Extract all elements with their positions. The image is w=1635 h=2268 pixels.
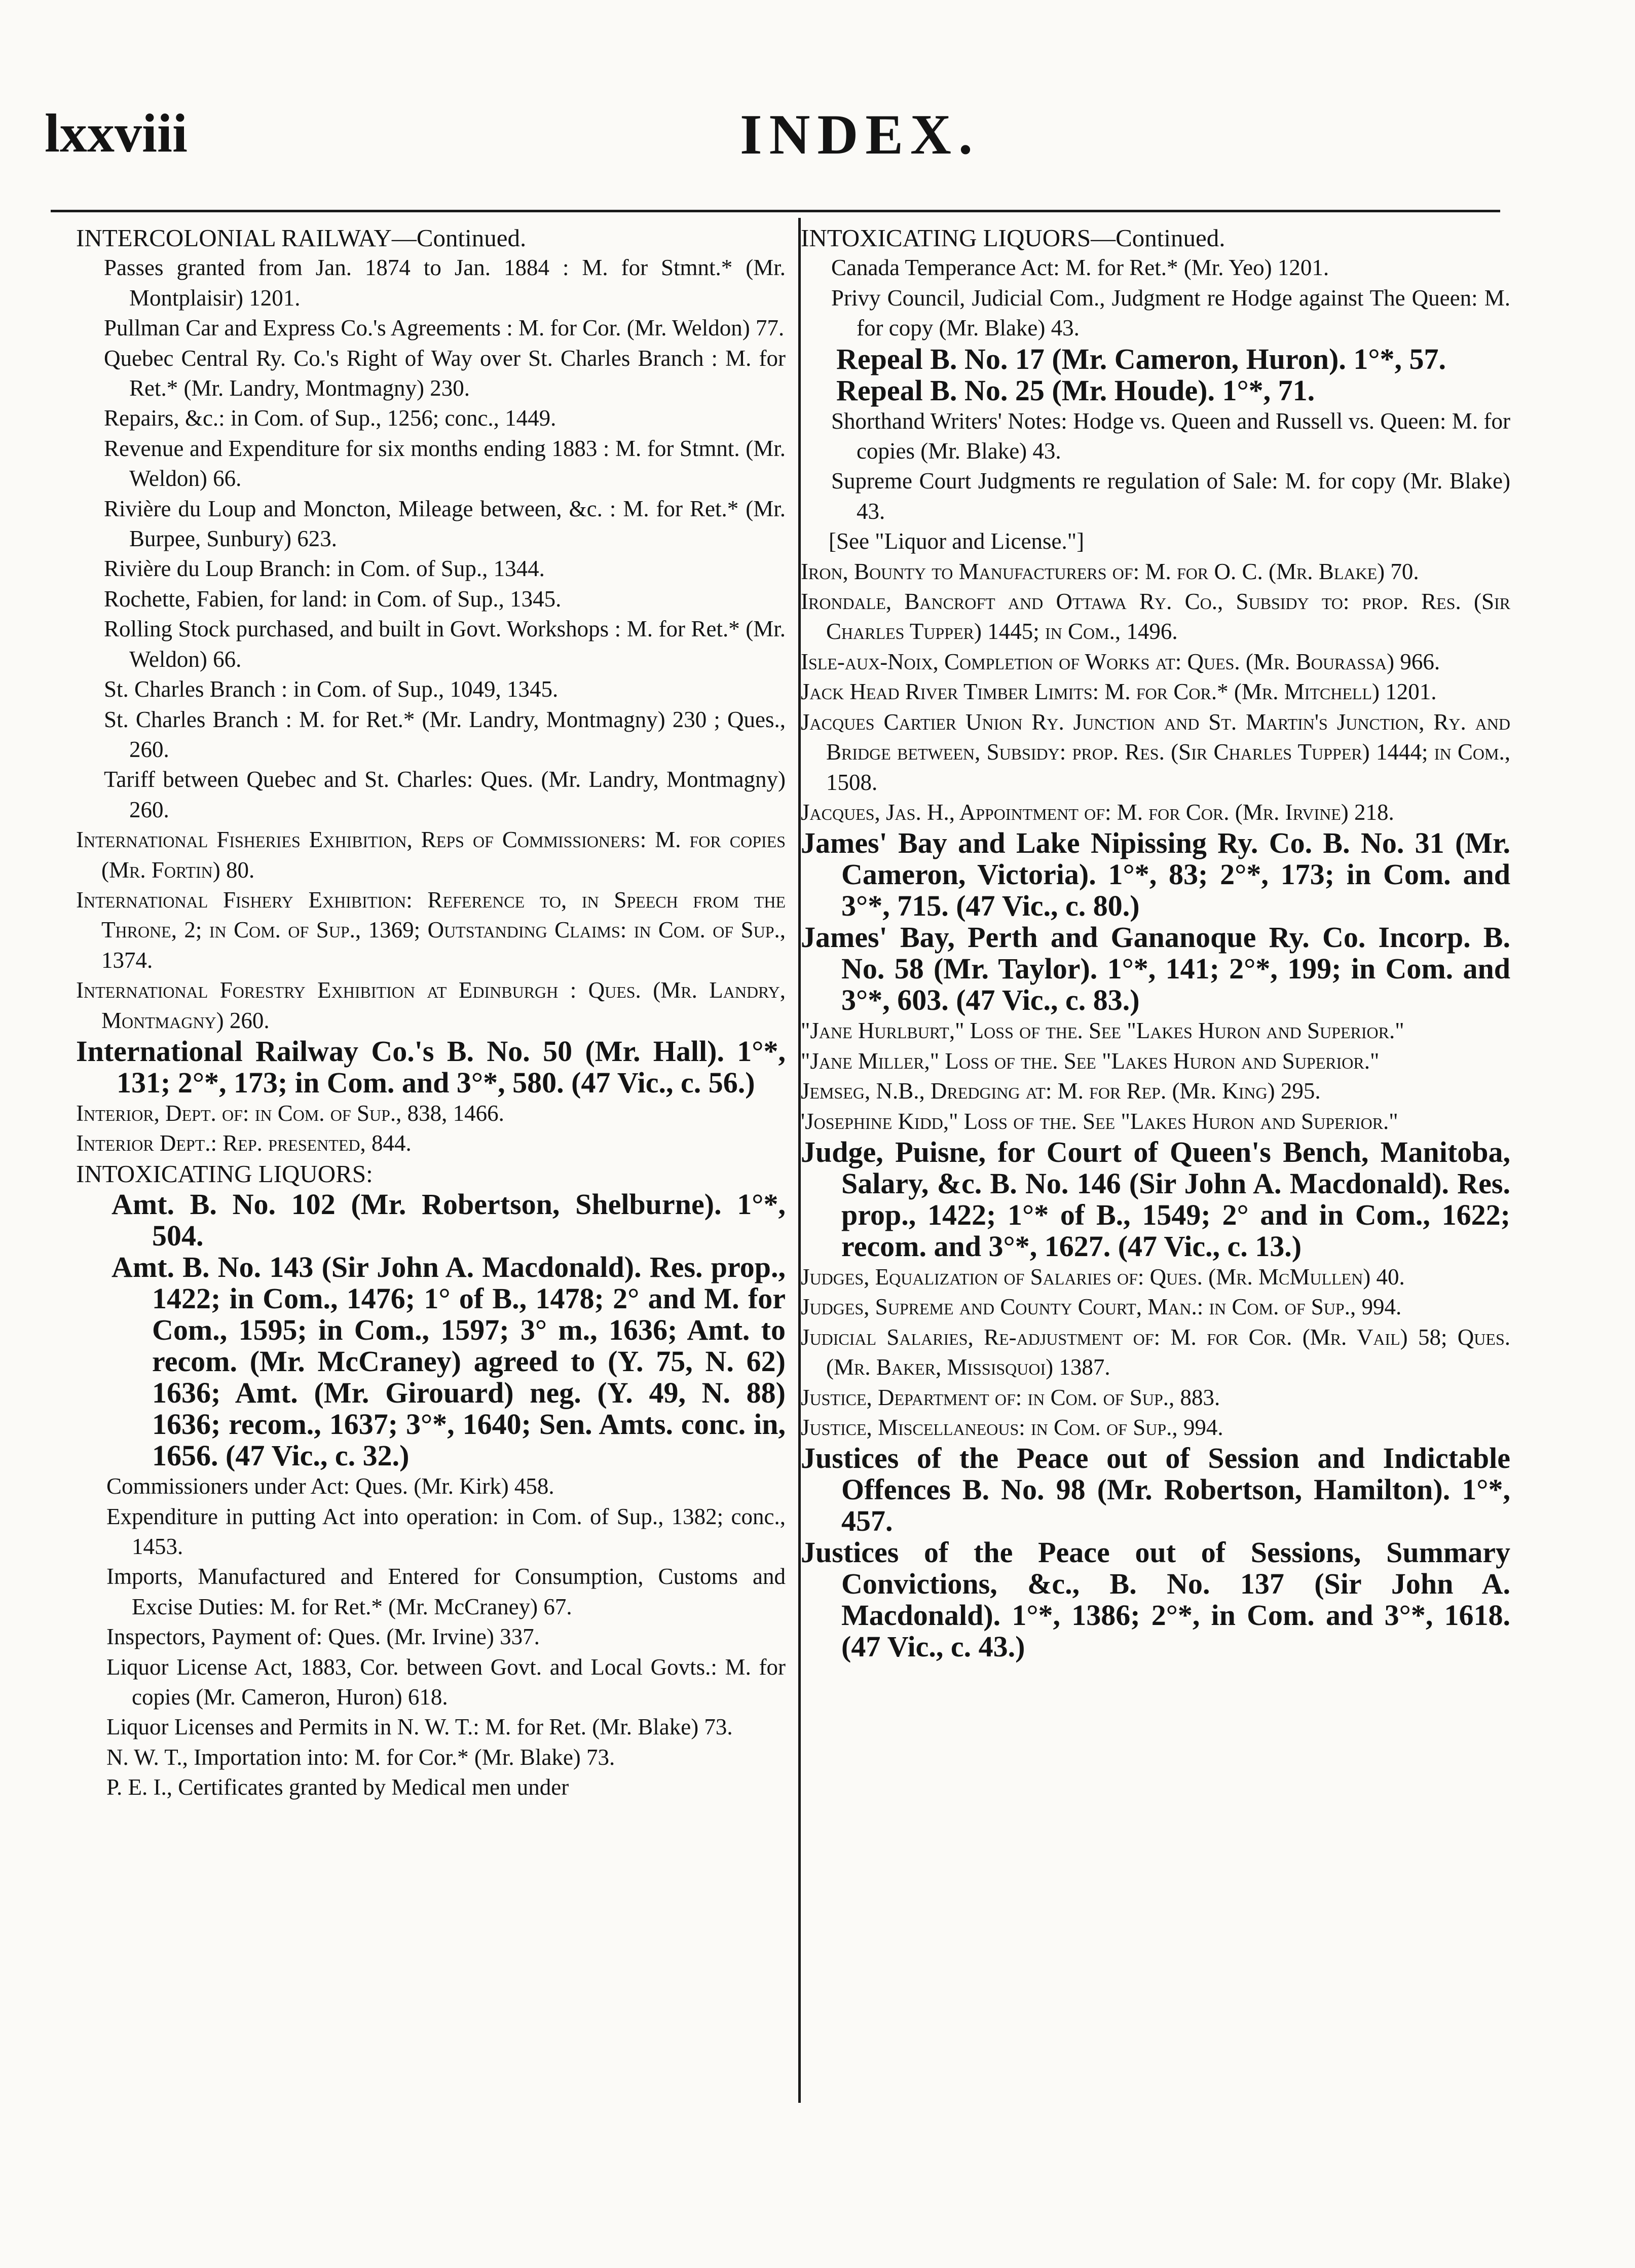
index-entry: James' Bay and Lake Nipissing Ry. Co. B. No. 31 (Mr. Cameron, Victoria). 1°*, 83; 2°*, 173; in Com. and 3°*, 715. (47 Vic., c. 80.): [801, 826, 1510, 923]
index-entry: Iron, Bounty to Manufacturers of: M. for O. C. (Mr. Blake) 70.: [801, 558, 1419, 584]
index-entry: Rochette, Fabien, for land: in Com. of Sup., 1345.: [104, 586, 562, 612]
index-entry: International Forestry Exhibition at Edinburgh : Ques. (Mr. Landry, Montmagny) 260.: [76, 977, 786, 1033]
index-entry: N. W. T., Importation into: M. for Cor.* (Mr. Blake) 73.: [106, 1744, 615, 1770]
index-entry: Privy Council, Judicial Com., Judgment re Hodge against The Queen: M. for copy (Mr. Blake) 43.: [831, 285, 1510, 341]
index-entry: Judicial Salaries, Re-adjustment of: M. for Cor. (Mr. Vail) 58; Ques. (Mr. Baker, Missisquoi) 1387.: [801, 1324, 1510, 1380]
index-entry: Interior Dept.: Rep. presented, 844.: [76, 1130, 412, 1156]
index-entry: Irondale, Bancroft and Ottawa Ry. Co., Subsidy to: prop. Res. (Sir Charles Tupper) 1445; in Com., 1496.: [801, 589, 1510, 645]
index-entry: International Fishery Exhibition: Reference to, in Speech from the Throne, 2; in Com. of Sup., 1369; Outstanding Claims: in Com. of Sup., 1374.: [76, 887, 786, 973]
index-entry: Rolling Stock purchased, and built in Govt. Workshops : M. for Ret.* (Mr. Weldon) 66.: [104, 616, 786, 672]
index-entry: James' Bay, Perth and Gananoque Ry. Co. Incorp. B. No. 58 (Mr. Taylor). 1°*, 141; 2°*, 199; in Com. and 3°*, 603. (47 Vic., c. 83.): [801, 921, 1510, 1017]
index-entry: Justices of the Peace out of Sessions, Summary Convictions, &c., B. No. 137 (Sir John A. Macdonald). 1°*, 1386; 2°*, in Com. and 3°*, 1618. (47 Vic., c. 43.): [801, 1536, 1510, 1664]
index-entry: Repeal B. No. 25 (Mr. Houde). 1°*, 71.: [836, 373, 1315, 407]
index-entry: Judge, Puisne, for Court of Queen's Bench, Manitoba, Salary, &c. B. No. 146 (Sir John A. Macdonald). Res. prop., 1422; 1°* of B., 1549; 2° and in Com., 1622; recom. and 3°*, 1627. (47 Vic., c. 13.): [801, 1135, 1510, 1263]
index-entry: Supreme Court Judgments re regulation of Sale: M. for copy (Mr. Blake) 43.: [831, 468, 1510, 524]
index-entry: Amt. B. No. 102 (Mr. Robertson, Shelburne). 1°*, 504.: [112, 1188, 786, 1253]
index-entry: Inspectors, Payment of: Ques. (Mr. Irvine) 337.: [106, 1624, 540, 1650]
index-entry: Judges, Equalization of Salaries of: Ques. (Mr. McMullen) 40.: [801, 1264, 1405, 1290]
index-entry: Judges, Supreme and County Court, Man.: in Com. of Sup., 994.: [801, 1294, 1402, 1320]
index-entry: INTOXICATING LIQUORS:: [76, 1159, 373, 1188]
index-entry: Jack Head River Timber Limits: M. for Cor.* (Mr. Mitchell) 1201.: [801, 679, 1437, 705]
index-entry: Amt. B. No. 143 (Sir John A. Macdonald). Res. prop., 1422; in Com., 1476; 1° of B., 1478; 2° and M. for Com., 1595; in Com., 1597; 3° m., 1636; Amt. to recom. (Mr. McCraney) agreed to (Y. 75, N. 62) 1636; Amt. (Mr. Girouard) neg. (Y. 49, N. 88) 1636; recom., 1637; 3°*, 1640; Sen. Amts. conc. in, 1656. (47 Vic., c. 32.): [112, 1251, 786, 1472]
index-entry: International Railway Co.'s B. No. 50 (Mr. Hall). 1°*, 131; 2°*, 173; in Com. and 3°*, 580. (47 Vic., c. 56.): [76, 1034, 786, 1099]
index-entry: 'Josephine Kidd," Loss of the. See "Lakes Huron and Superior.": [801, 1108, 1398, 1134]
index-entry: Commissioners under Act: Ques. (Mr. Kirk) 458.: [106, 1473, 554, 1499]
index-entry: Repairs, &c.: in Com. of Sup., 1256; conc., 1449.: [104, 405, 556, 431]
page-number: lxxviii: [45, 103, 188, 164]
index-entry: Tariff between Quebec and St. Charles: Ques. (Mr. Landry, Montmagny) 260.: [104, 767, 786, 822]
index-entry: Rivière du Loup and Moncton, Mileage between, &c. : M. for Ret.* (Mr. Burpee, Sunbury) 623.: [104, 496, 786, 552]
index-entry: Quebec Central Ry. Co.'s Right of Way over St. Charles Branch : M. for Ret.* (Mr. Landry, Montmagny) 230.: [104, 345, 786, 401]
index-entry: "Jane Hurlburt," Loss of the. See "Lakes Huron and Superior.": [801, 1018, 1404, 1044]
index-entry: Justices of the Peace out of Session and Indictable Offences B. No. 98 (Mr. Robertson, Hamilton). 1°*, 457.: [801, 1442, 1510, 1538]
index-entry: Pullman Car and Express Co.'s Agreements : M. for Cor. (Mr. Weldon) 77.: [104, 315, 785, 341]
index-entry: [See "Liquor and License."]: [829, 528, 1085, 554]
index-entry: Expenditure in putting Act into operation: in Com. of Sup., 1382; conc., 1453.: [106, 1503, 786, 1559]
index-entry: Revenue and Expenditure for six months ending 1883 : M. for Stmnt. (Mr. Weldon) 66.: [104, 435, 786, 492]
index-entry: Liquor License Act, 1883, Cor. between Govt. and Local Govts.: M. for copies (Mr. Cameron, Huron) 618.: [106, 1654, 786, 1710]
index-entry: Canada Temperance Act: M. for Ret.* (Mr. Yeo) 1201.: [831, 255, 1329, 281]
index-entry: International Fisheries Exhibition, Reps of Commissioners: M. for copies (Mr. Fortin) 80.: [76, 827, 786, 883]
index-entry: Jacques, Jas. H., Appointment of: M. for Cor. (Mr. Irvine) 218.: [801, 799, 1394, 825]
index-entry: Repeal B. No. 17 (Mr. Cameron, Huron). 1°*, 57.: [836, 342, 1446, 375]
index-entry: St. Charles Branch : M. for Ret.* (Mr. Landry, Montmagny) 230 ; Ques., 260.: [104, 706, 786, 762]
index-entry: Interior, Dept. of: in Com. of Sup., 838, 1466.: [76, 1100, 504, 1126]
index-entry: Passes granted from Jan. 1874 to Jan. 1884 : M. for Stmnt.* (Mr. Montplaisir) 1201.: [104, 255, 786, 311]
index-entry: Imports, Manufactured and Entered for Consumption, Customs and Excise Duties: M. for Ret.* (Mr. McCraney) 67.: [106, 1564, 786, 1619]
right-column: [801, 223, 1510, 1662]
index-entry: INTERCOLONIAL RAILWAY—Continued.: [76, 224, 527, 252]
index-entry: Jacques Cartier Union Ry. Junction and St. Martin's Junction, Ry. and Bridge between, Subsidy: prop. Res. (Sir Charles Tupper) 1444; in Com., 1508.: [801, 709, 1510, 795]
page-title: INDEX.: [740, 103, 980, 166]
header-rule: [51, 210, 1500, 212]
index-entry: St. Charles Branch : in Com. of Sup., 1049, 1345.: [104, 676, 559, 702]
index-entry: P. E. I., Certificates granted by Medical men under: [106, 1774, 569, 1800]
index-entry: Justice, Department of: in Com. of Sup., 883.: [801, 1384, 1220, 1410]
index-entry: Shorthand Writers' Notes: Hodge vs. Queen and Russell vs. Queen: M. for copies (Mr. Blake) 43.: [831, 408, 1510, 464]
index-entry: Jemseg, N.B., Dredging at: M. for Rep. (Mr. King) 295.: [801, 1078, 1321, 1104]
left-column: [76, 223, 786, 1803]
index-entry: Liquor Licenses and Permits in N. W. T.: M. for Ret. (Mr. Blake) 73.: [106, 1714, 733, 1740]
index-entry: Justice, Miscellaneous: in Com. of Sup., 994.: [801, 1414, 1223, 1440]
index-entry: Isle-aux-Noix, Completion of Works at: Ques. (Mr. Bourassa) 966.: [801, 649, 1440, 674]
index-entry: Rivière du Loup Branch: in Com. of Sup., 1344.: [104, 556, 545, 582]
index-entry: INTOXICATING LIQUORS—Continued.: [801, 224, 1225, 252]
index-entry: "Jane Miller," Loss of the. See "Lakes Huron and Superior.": [801, 1048, 1380, 1074]
